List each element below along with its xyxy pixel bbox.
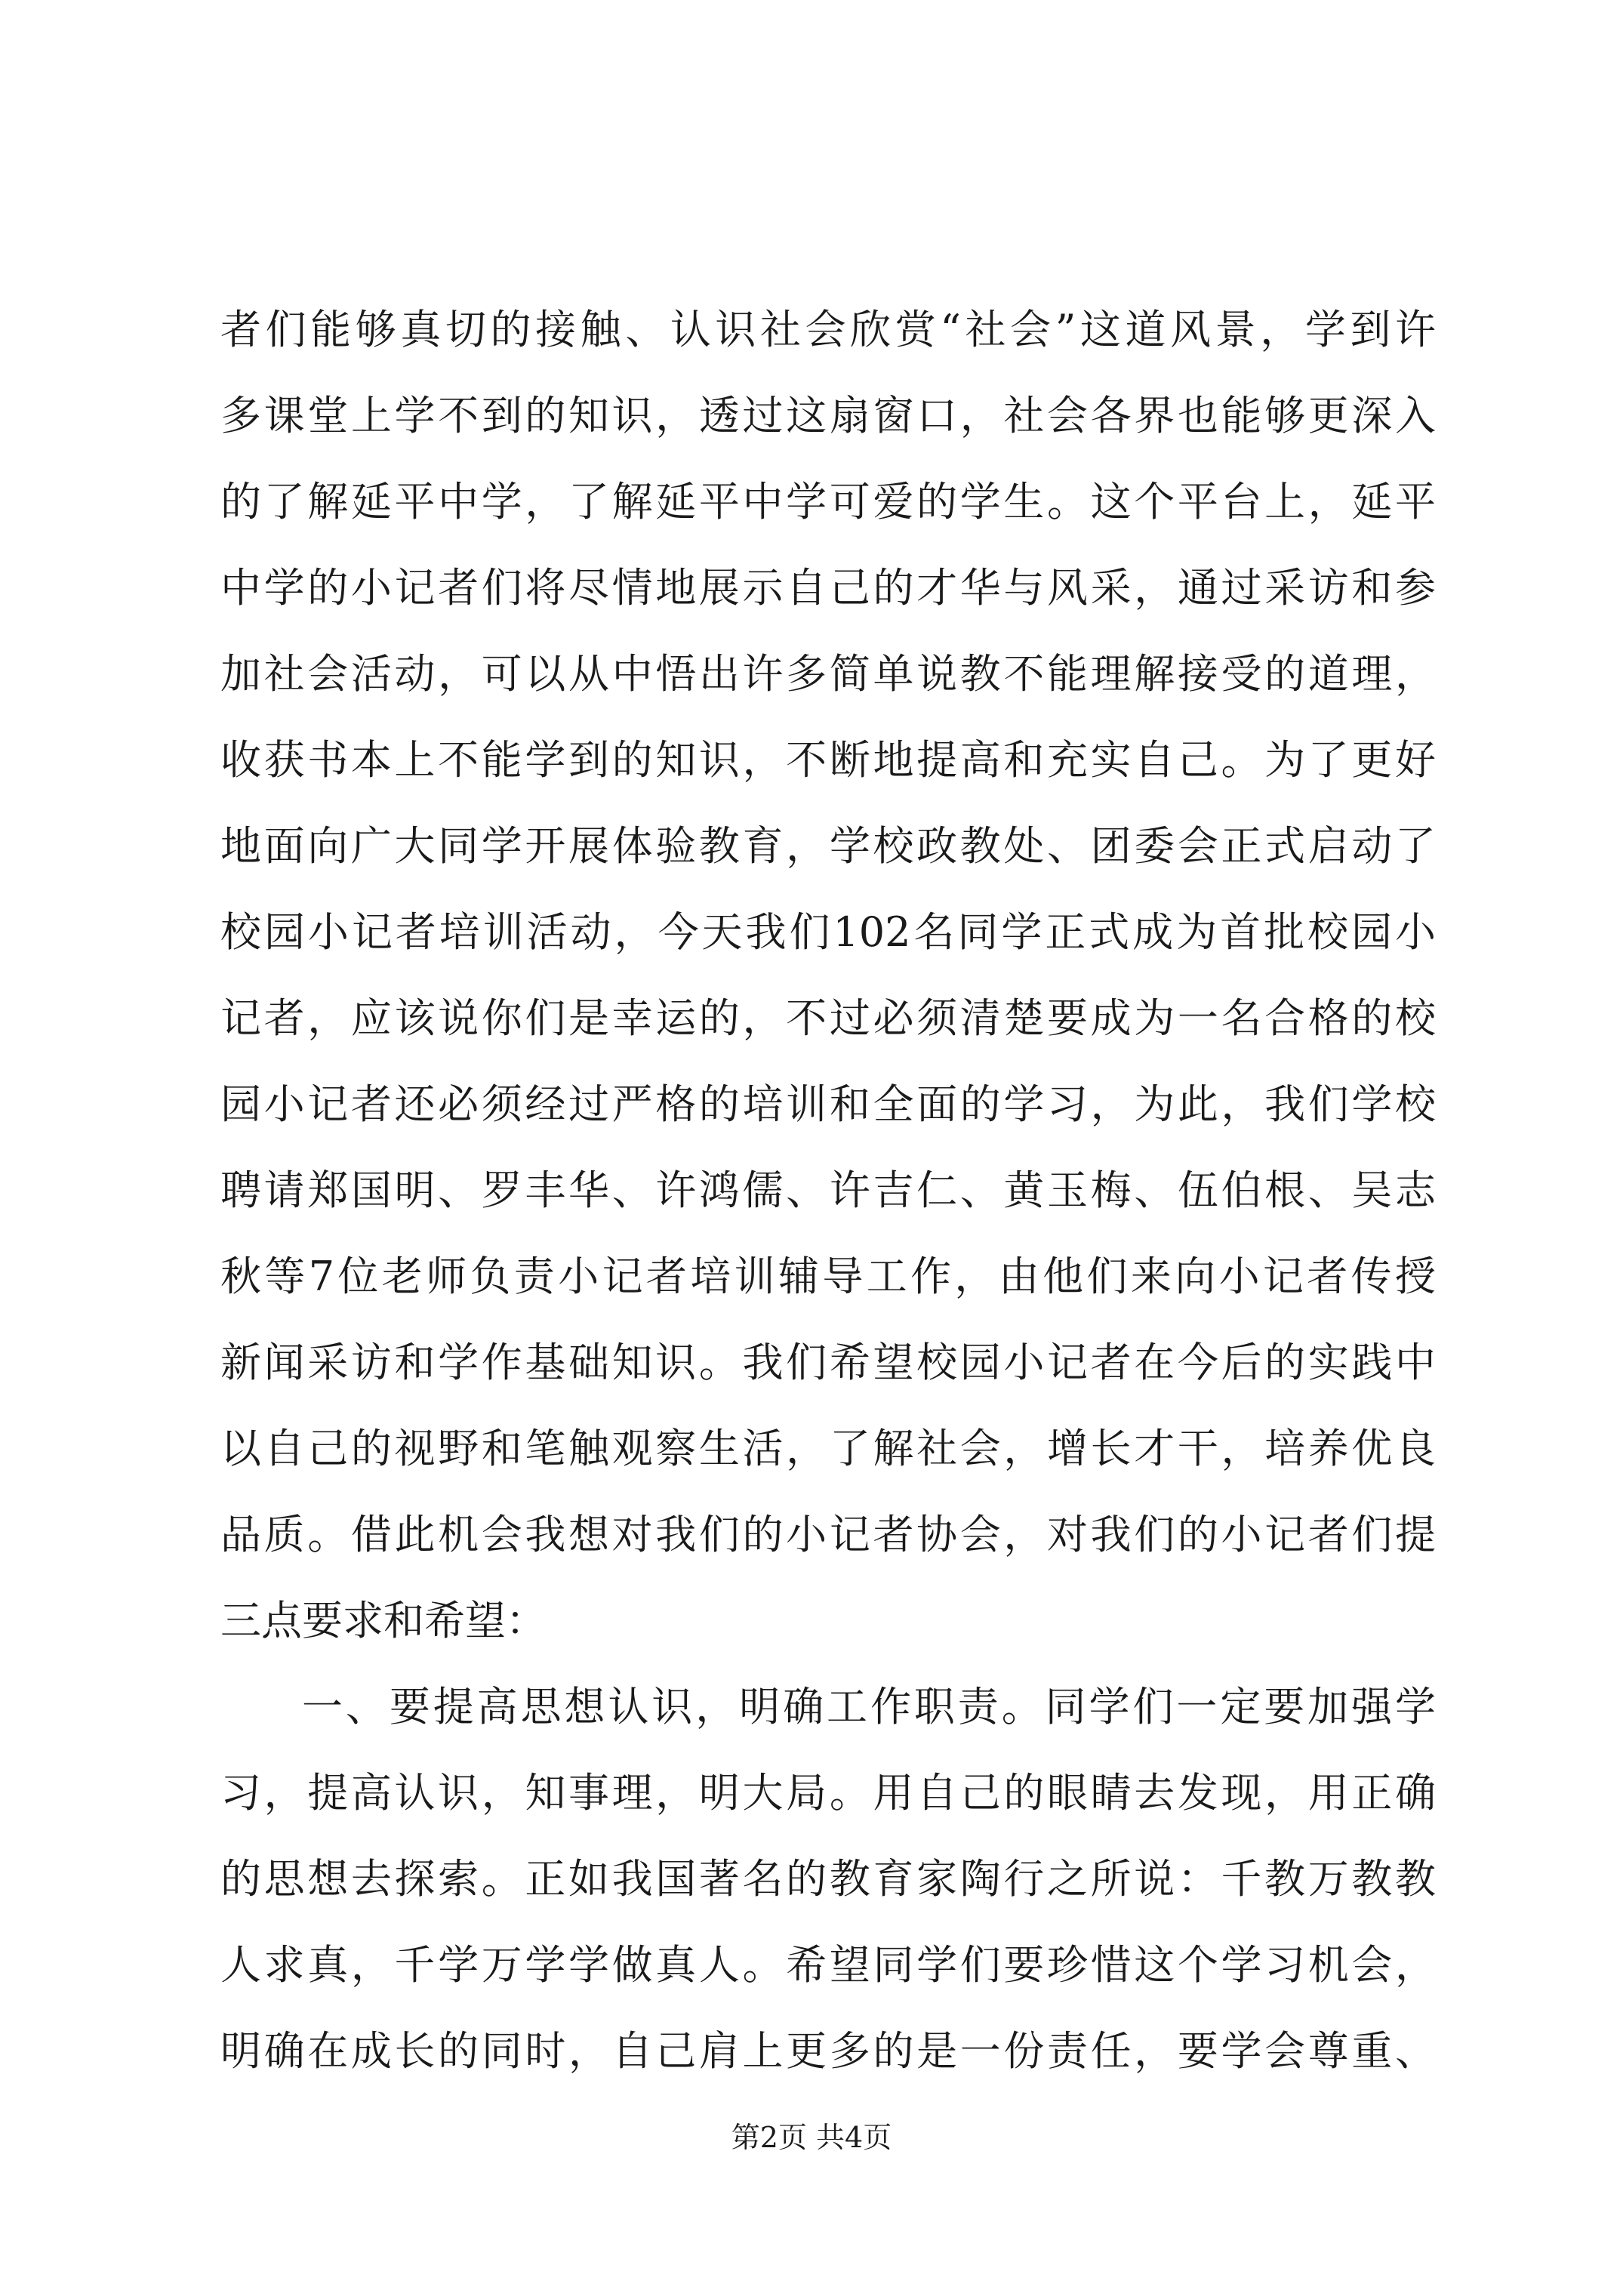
body-line: 加社会活动，可以从中悟出许多简单说教不能理解接受的道理， [220,650,1436,698]
body-line: 者们能够真切的接触、认识社会欣赏“社会”这道风景，学到许 [220,306,1436,353]
body-line: 明确在成长的同时，自己肩上更多的是一份责任，要学会尊重、 [220,2027,1436,2075]
body-line: 记者，应该说你们是幸运的，不过必须清楚要成为一名合格的校 [220,994,1436,1042]
body-line: 习，提高认识，知事理，明大局。用自己的眼睛去发现，用正确 [220,1769,1436,1817]
body-text [220,287,1436,2094]
body-line: 收获书本上不能学到的知识，不断地提高和充实自己。为了更好 [220,736,1436,784]
body-line: 新闻采访和学作基础知识。我们希望校园小记者在今后的实践中 [220,1339,1436,1386]
body-line: 三点要求和希望： [220,1597,547,1644]
body-line: 园小记者还必须经过严格的培训和全面的学习，为此，我们学校 [220,1080,1436,1128]
body-line: 的了解延平中学，了解延平中学可爱的学生。这个平台上，延平 [220,478,1436,525]
body-line: 中学的小记者们将尽情地展示自己的才华与风采，通过采访和参 [220,564,1436,612]
body-line: 校园小记者培训活动，今天我们102名同学正式成为首批校园小 [220,908,1436,956]
body-line: 以自己的视野和笔触观察生活，了解社会，增长才干，培养优良 [220,1425,1436,1472]
body-line: 聘请郑国明、罗丰华、许鸿儒、许吉仁、黄玉梅、伍伯根、吴志 [220,1166,1436,1214]
body-line: 人求真，千学万学学做真人。希望同学们要珍惜这个学习机会， [220,1941,1436,1989]
body-line: 多课堂上学不到的知识，透过这扇窗口，社会各界也能够更深入 [220,392,1436,439]
body-line: 地面向广大同学开展体验教育，学校政教处、团委会正式启动了 [220,822,1436,870]
body-line: 品质。借此机会我想对我们的小记者协会，对我们的小记者们提 [220,1511,1436,1558]
section-heading-line: 一、要提高思想认识，明确工作职责。同学们一定要加强学 [302,1683,1436,1730]
body-line: 的思想去探索。正如我国著名的教育家陶行之所说：千教万教教 [220,1855,1436,1903]
page-number-footer: 第2页 共4页 [731,2121,892,2154]
body-line: 秋等7位老师负责小记者培训辅导工作，由他们来向小记者传授 [220,1253,1436,1300]
